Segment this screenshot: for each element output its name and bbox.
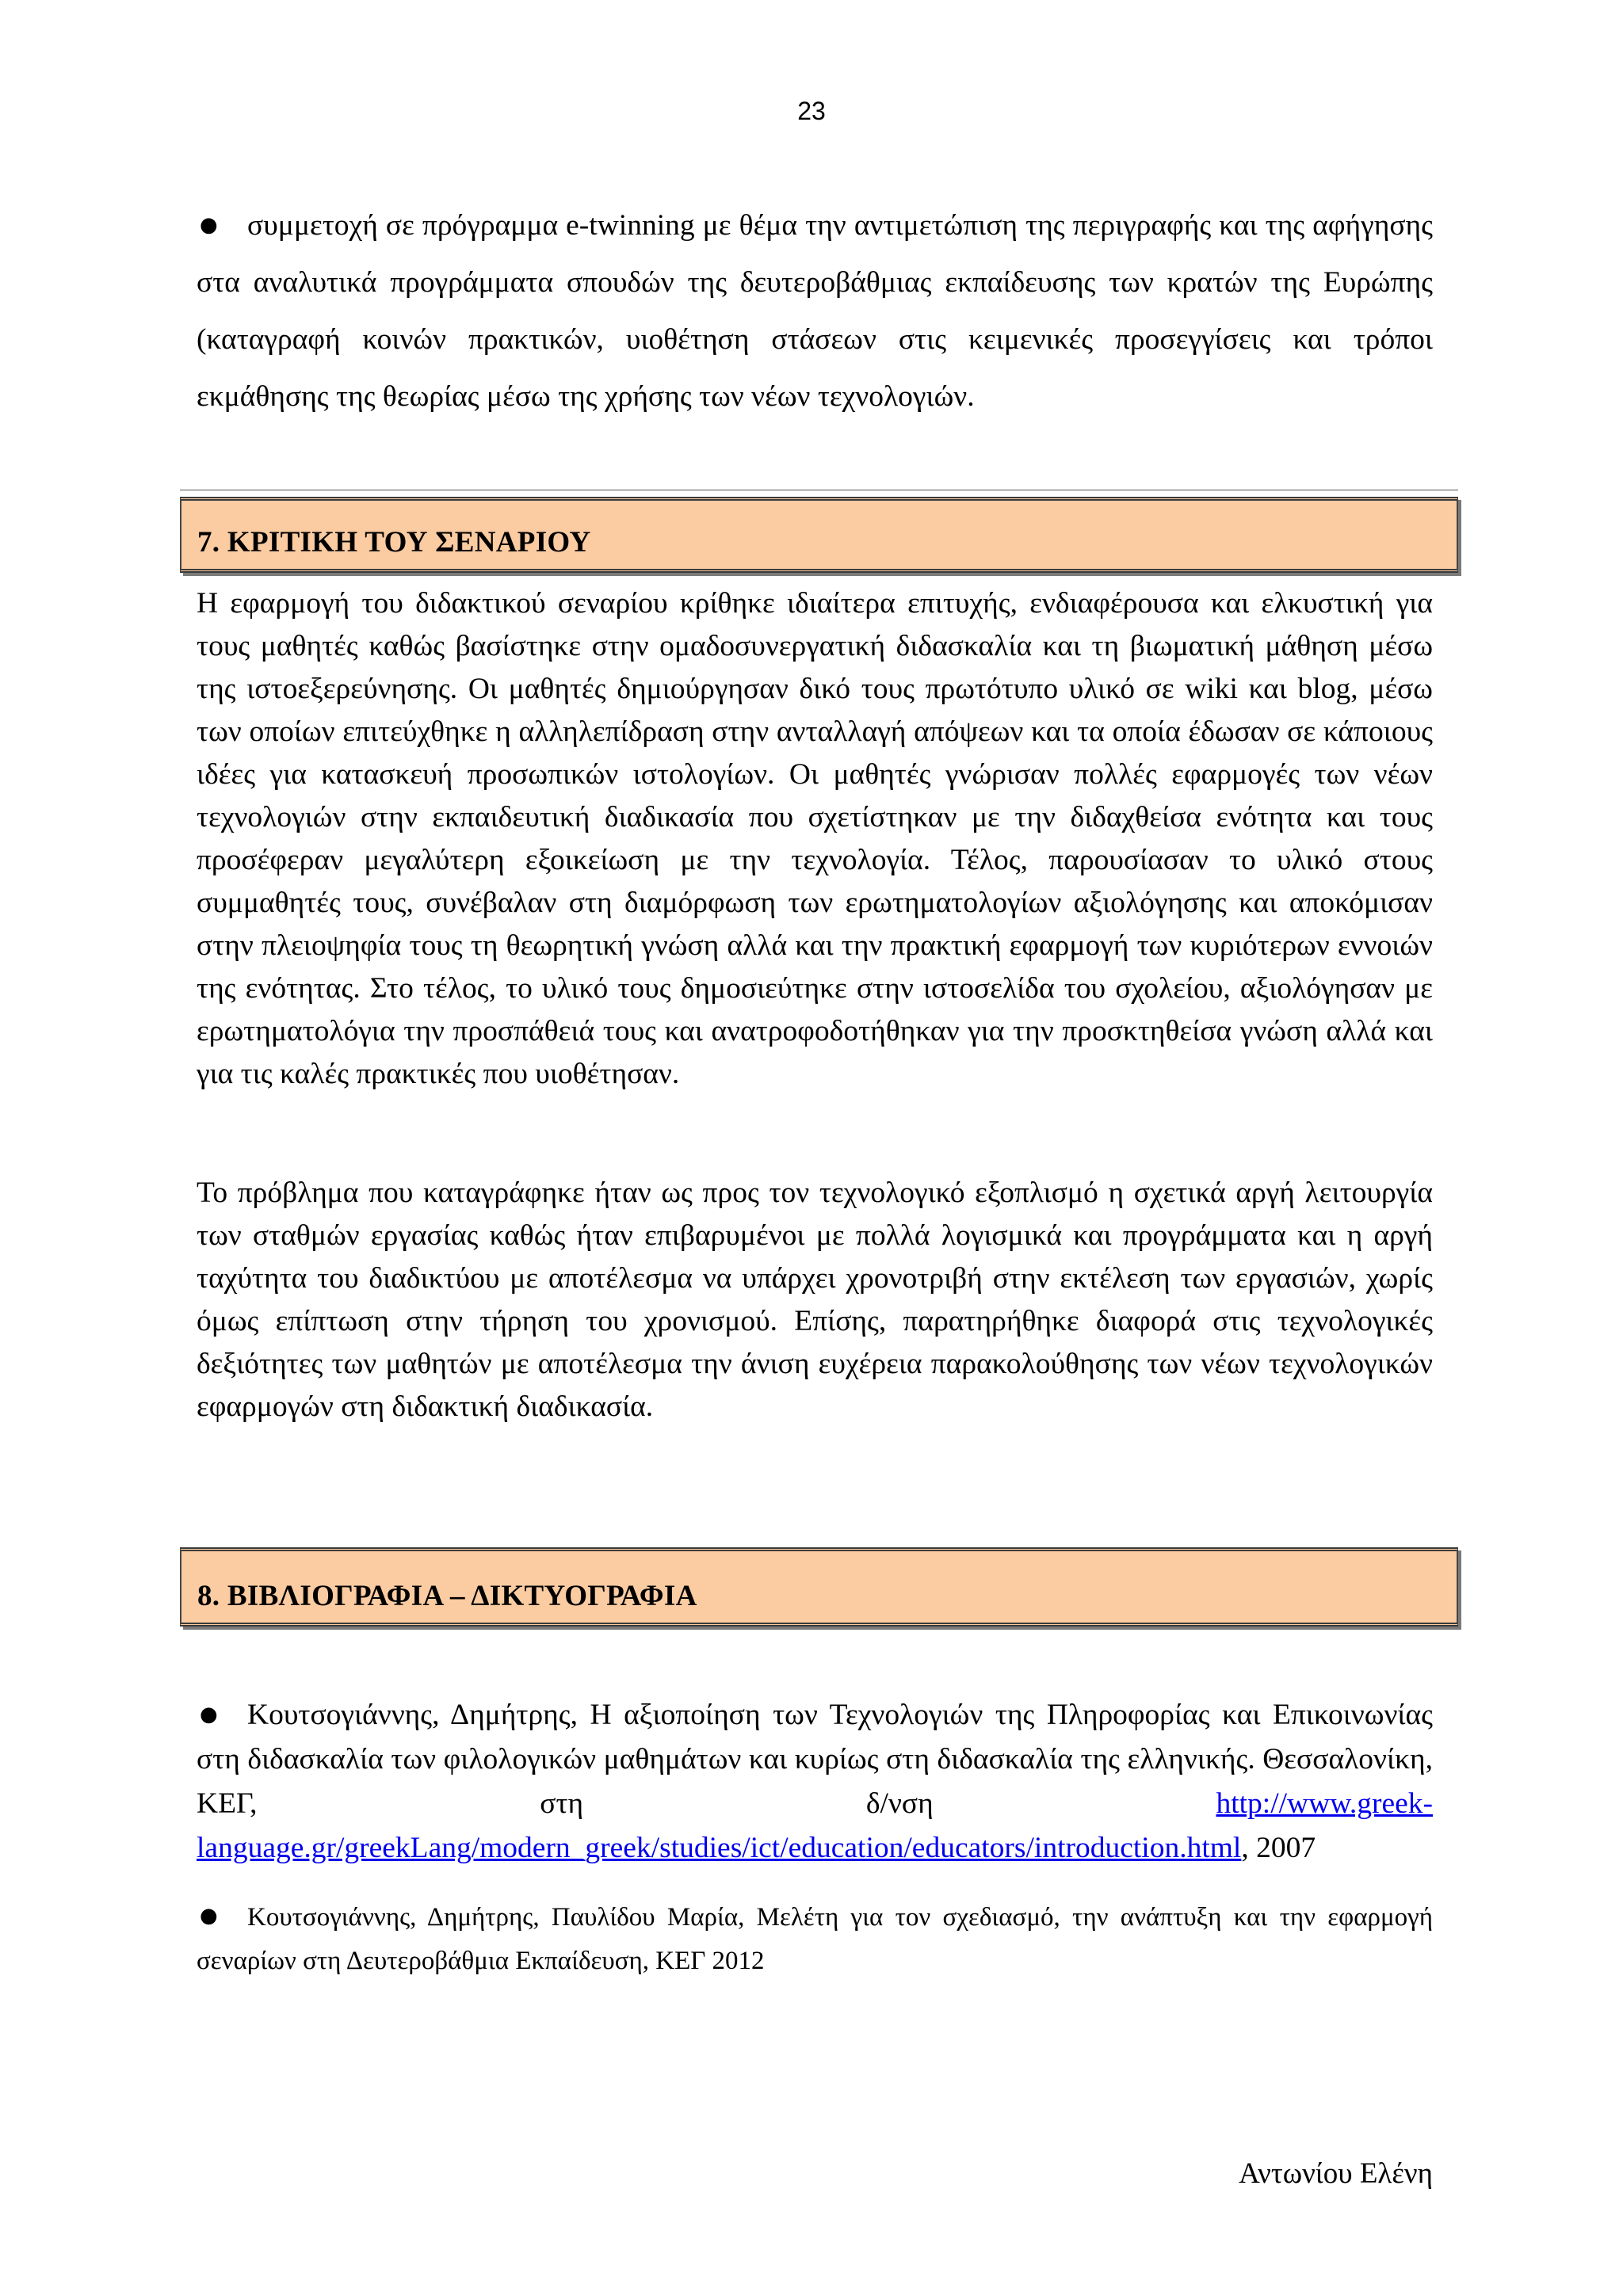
reference-2 bbox=[197, 1894, 1433, 1982]
section8-heading-box bbox=[180, 1547, 1458, 1627]
bullet-icon: ● bbox=[200, 213, 218, 237]
reference-1 bbox=[197, 1692, 1433, 1871]
section7-paragraph-2: Το πρόβλημα που καταγράφηκε ήταν ως προς τον τεχνολογικό εξοπλισμό η σχετικά αργή λειτουργία των σταθμών εργασίας καθώς ήταν επιβαρυμένοι με πολλά λογισμικά και προγράμματα και η αργή ταχύτητα του διαδικτύου με αποτέλεσμα να υπάρχει χρονοτριβή στην εκτέλεση των εργασιών, χωρίς όμως επίπτωση στην τήρηση του χρονισμού. Επίσης, παρατηρήθηκε διαφορά στις τεχνολογικές δεξιότητες των μαθητών με αποτέλεσμα την άνιση ευχέρεια παρακολούθησης των νέων τεχνολογικών εφαρμογών στη διδακτική διαδικασία. bbox=[197, 1177, 1433, 1423]
bullet-icon: ● bbox=[200, 1703, 218, 1726]
section7-heading: 7. ΚΡΙΤΙΚΗ ΤΟΥ ΣΕΝΑΡΙΟΥ bbox=[197, 526, 591, 559]
page-number: 23 bbox=[797, 97, 826, 125]
footer-author: Αντωνίου Ελένη bbox=[1239, 2157, 1433, 2190]
section7-body-2 bbox=[197, 1172, 1433, 1428]
reference-2-text: Κουτσογιάννης, Δημήτρης, Παυλίδου Μαρία, Μελέτη για τον σχεδιασμό, την ανάπτυξη και την εφαρμογή σεναρίων στη Δευτεροβάθμια Εκπαίδευση, ΚΕΓ 2012 bbox=[197, 1903, 1433, 1975]
reference-1-year: , 2007 bbox=[1241, 1832, 1316, 1864]
reference-1-link[interactable]: http://www.greek-language.gr/greekLang/modern_greek/studies/ict/education/educators/introduction.html bbox=[197, 1787, 1433, 1864]
reference-1-text: Κουτσογιάννης, Δημήτρης, Η αξιοποίηση των Τεχνολογιών της Πληροφορίας και Επικοινωνίας στη διδασκαλία των φιλολογικών μαθημάτων και κυρίως στη διδασκαλία της ελληνικής. Θεσσαλονίκη, ΚΕΓ, στη δ/νση bbox=[197, 1699, 1433, 1820]
section7-paragraph-1: Η εφαρμογή του διδακτικού σεναρίου κρίθηκε ιδιαίτερα επιτυχής, ενδιαφέρουσα και ελκυστική για τους μαθητές καθώς βασίστηκε στην ομαδοσυνεργατική διδασκαλία και τη βιωματική μάθηση μέσω της ιστοεξερεύνησης. Οι μαθητές δημιούργησαν δικό τους πρωτότυπο υλικό σε wiki και blog, μέσω των οποίων επιτεύχθηκε η αλληλεπίδραση στην ανταλλαγή απόψεων και τα οποία έδωσαν σε κάποιους ιδέες για κατασκευή προσωπικών ιστολογίων. Οι μαθητές γνώρισαν πολλές εφαρμογές των νέων τεχνολογιών στην εκπαιδευτική διαδικασία που σχετίστηκαν με την διδαχθείσα ενότητα και τους προσέφεραν μεγαλύτερη εξοικείωση με την τεχνολογία. Τέλος, παρουσίασαν το υλικό στους συμμαθητές τους, συνέβαλαν στη διαμόρφωση των ερωτηματολογίων αξιολόγησης και αποκόμισαν στην πλειοψηφία τους τη θεωρητική γνώση αλλά και την πρακτική εφαρμογή των κυριότερων εννοιών της ενότητας. Στο τέλος, το υλικό τους δημοσιεύτηκε στην ιστοσελίδα του σχολείου, αξιολόγησαν με ερωτηματολόγια την προσπάθειά τους και ανατροφοδοτήθηκαν για την προσκτηθείσα γνώση αλλά και για τις καλές πρακτικές που υιοθέτησαν. bbox=[197, 587, 1433, 1090]
intro-bullet-text: συμμετοχή σε πρόγραμμα e-twinning με θέμα την αντιμετώπιση της περιγραφής και της αφήγησης στα αναλυτικά προγράμματα σπουδών της δευτεροβάθμιας εκπαίδευσης των κρατών της Ευρώπης (καταγραφή κοινών πρακτικών, υιοθέτηση στάσεων στις κειμενικές προσεγγίσεις και τρόποι εκμάθησης της θεωρίας μέσω της χρήσης των νέων τεχνολογιών. bbox=[197, 209, 1433, 413]
intro-bullet bbox=[197, 196, 1433, 425]
section8-heading: 8. ΒΙΒΛΙΟΓΡΑΦΙΑ – ΔΙΚΤΥΟΓΡΑΦΙΑ bbox=[197, 1580, 697, 1612]
bullet-icon: ● bbox=[200, 1904, 218, 1928]
section7-body bbox=[197, 582, 1433, 1096]
section7-heading-box bbox=[180, 497, 1458, 573]
